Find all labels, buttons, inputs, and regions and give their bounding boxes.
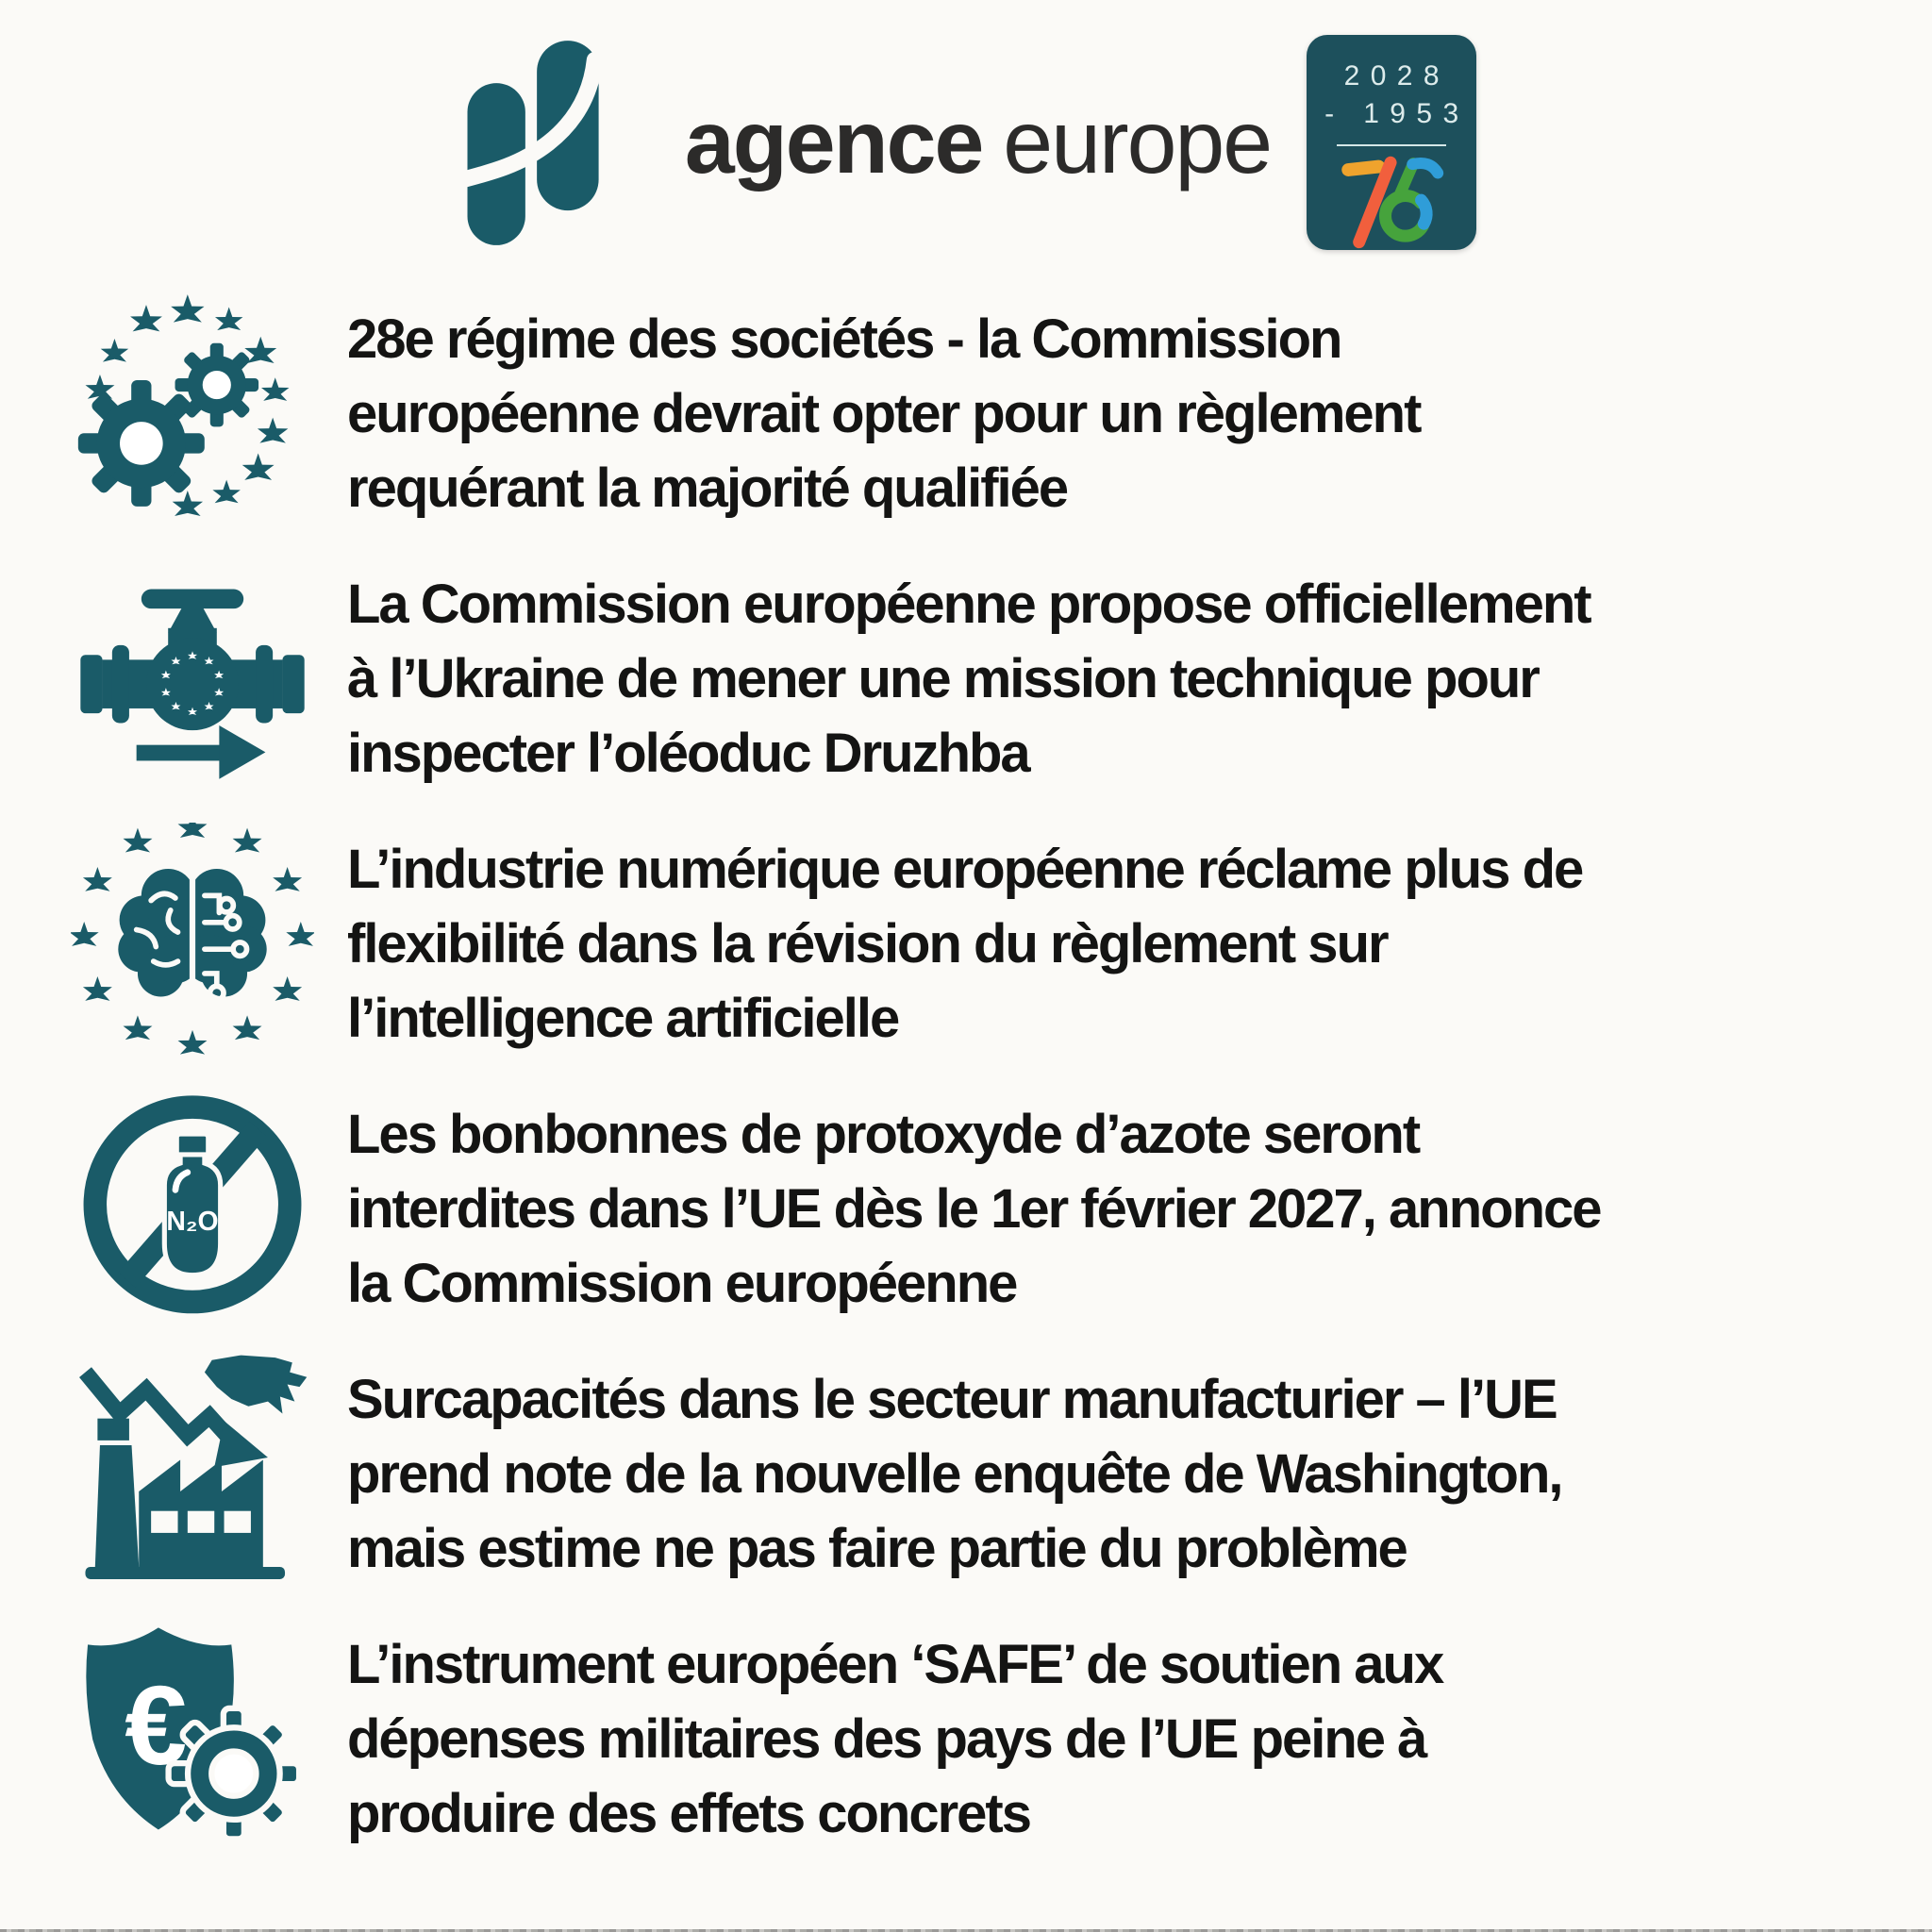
headline-line: Les bonbonnes de protoxyde d’azote seront: [347, 1104, 1420, 1165]
headline-line: prend note de la nouvelle enquête de Washington,: [347, 1443, 1562, 1505]
agence-europe-logo-icon: [456, 37, 649, 249]
brand-wordmark: [685, 92, 1271, 194]
headline-line: l’intelligence artificielle: [347, 988, 899, 1049]
headline-item-5: [0, 1341, 1932, 1607]
header: [0, 0, 1932, 275]
headline-item-2: [0, 546, 1932, 811]
n2o-ban-icon: [51, 1088, 334, 1331]
headline-line: la Commission européenne: [347, 1253, 1017, 1314]
factory-decline-usa-icon: [51, 1353, 334, 1596]
headline-item-3: [0, 811, 1932, 1076]
headline-text: [334, 302, 1906, 525]
eu-pipeline-valve-icon: [51, 558, 334, 801]
headline-line: 28e régime des sociétés - la Commission: [347, 308, 1341, 370]
headline-line: requérant la majorité qualifiée: [347, 458, 1068, 519]
eu-ai-brain-icon: [51, 823, 334, 1066]
headline-line: inspecter l’oléoduc Druzhba: [347, 723, 1029, 784]
eu-gears-icon: [51, 292, 334, 536]
headline-text: [334, 567, 1906, 791]
headline-text: [334, 832, 1906, 1056]
badge-year-end: - 1953: [1324, 98, 1470, 129]
headline-line: L’instrument européen ‘SAFE’ de soutien aux: [347, 1634, 1443, 1695]
anniversary-badge: [1307, 35, 1476, 250]
n2o-label: N₂O: [166, 1206, 219, 1237]
badge-divider: [1337, 144, 1446, 146]
headline-item-4: [0, 1076, 1932, 1341]
headline-line: produire des effets concrets: [347, 1783, 1030, 1844]
headline-line: Surcapacités dans le secteur manufacturier – l’UE: [347, 1369, 1557, 1430]
headline-line: flexibilité dans la révision du règlement sur: [347, 913, 1388, 974]
headline-line: mais estime ne pas faire partie du problème: [347, 1518, 1407, 1579]
headline-line: L’industrie numérique européenne réclame plus de: [347, 839, 1583, 900]
headline-line: dépenses militaires des pays de l’UE peine à: [347, 1708, 1426, 1770]
headline-text: [334, 1362, 1906, 1586]
headline-text: [334, 1627, 1906, 1851]
headline-text: [334, 1097, 1906, 1321]
headline-item-6: [0, 1607, 1932, 1872]
headline-line: La Commission européenne propose officiellement: [347, 574, 1591, 635]
shield-euro-gear-icon: [51, 1618, 334, 1861]
headline-line: à l’Ukraine de mener une mission technique pour: [347, 648, 1539, 709]
headline-line: interdites dans l’UE dès le 1er février 2027, annonce: [347, 1178, 1601, 1240]
euro-symbol: €: [125, 1663, 188, 1789]
badge-75-graphic: [1334, 154, 1449, 250]
badge-year-start: 2028: [1343, 60, 1450, 92]
brand-name-bold: agence: [684, 92, 983, 192]
headline-list: [0, 281, 1932, 1872]
brand-name-light: europe: [1003, 92, 1272, 192]
headline-item-1: [0, 281, 1932, 546]
headline-line: européenne devrait opter pour un règlement: [347, 383, 1421, 444]
